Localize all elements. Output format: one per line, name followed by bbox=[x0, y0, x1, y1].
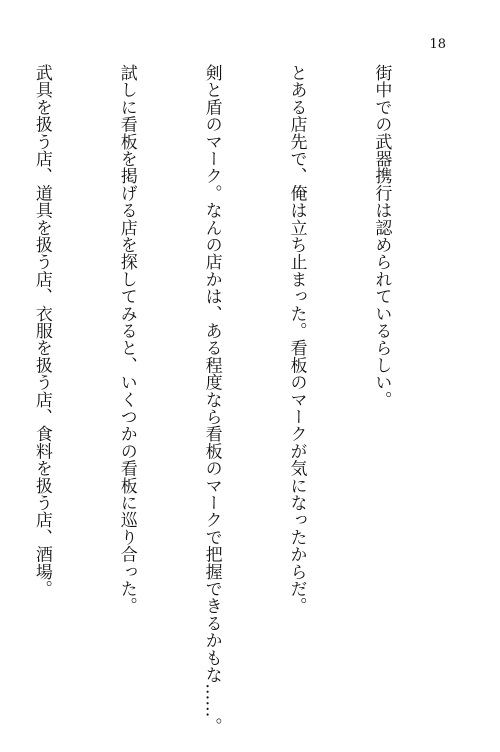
text-line: 街中での武器携行は認められているらしい。 bbox=[371, 64, 392, 408]
text-line: 試しに看板を掲げる店を探してみると、いくつかの看板に巡り合った。 bbox=[116, 64, 137, 615]
vertical-text-body bbox=[0, 64, 452, 735]
page-number: 18 bbox=[429, 37, 446, 52]
text-line: 武具を扱う店、道具を扱う店、衣服を扱う店、食料を扱う店、酒場。 bbox=[31, 64, 52, 598]
text-line: 剣と盾のマーク。なんの店かは、ある程度なら看板のマークで把握できるかもな……。 bbox=[201, 64, 222, 735]
text-line: とある店先で、俺は立ち止まった。看板のマークが気になったからだ。 bbox=[286, 64, 307, 615]
